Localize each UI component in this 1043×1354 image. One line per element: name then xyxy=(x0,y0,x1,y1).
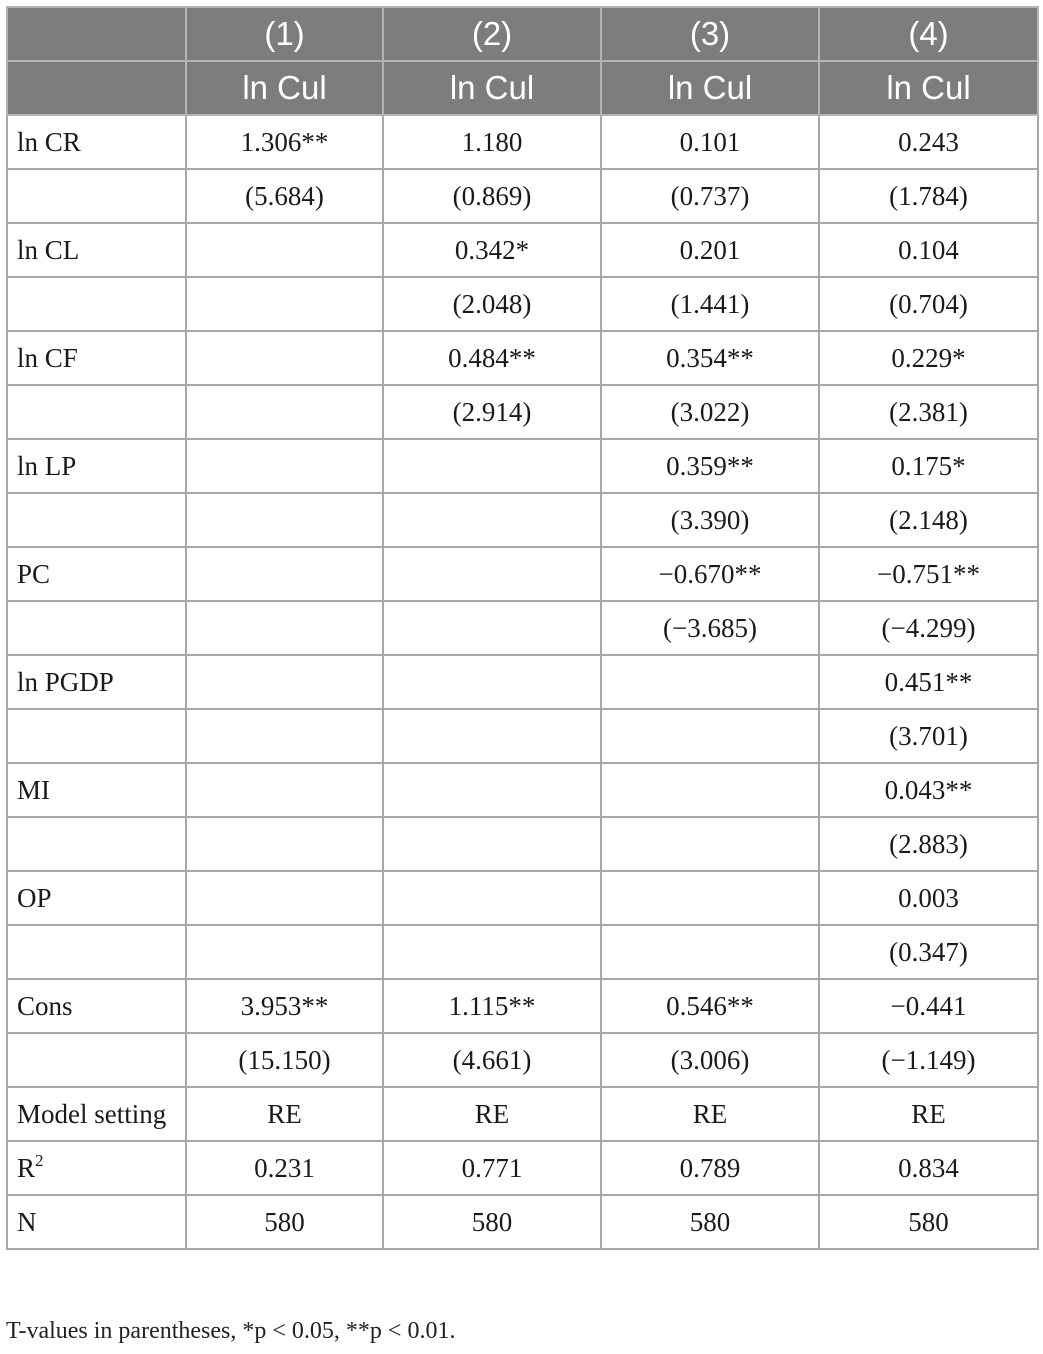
row-label xyxy=(7,547,186,601)
table-cell xyxy=(383,493,601,547)
table-row xyxy=(7,547,1038,601)
table-cell xyxy=(383,601,601,655)
table-cell: −0.751** xyxy=(819,547,1038,601)
table-cell: 0.243 xyxy=(819,115,1038,169)
table-cell: 0.771 xyxy=(383,1141,601,1195)
table-cell xyxy=(601,925,819,979)
table-cell xyxy=(186,925,383,979)
table-cell: RE xyxy=(186,1087,383,1141)
table-cell: 1.180 xyxy=(383,115,601,169)
table-cell xyxy=(186,709,383,763)
row-label xyxy=(7,979,186,1033)
row-label xyxy=(7,385,186,439)
table-cell xyxy=(186,547,383,601)
table-cell: 0.101 xyxy=(601,115,819,169)
table-cell xyxy=(186,439,383,493)
table-row xyxy=(7,817,1038,871)
table-row xyxy=(7,763,1038,817)
table-cell: 0.451** xyxy=(819,655,1038,709)
table-cell xyxy=(601,763,819,817)
row-label-text: ln LP xyxy=(17,450,77,481)
table-cell: (0.737) xyxy=(601,169,819,223)
header-cell xyxy=(7,7,186,61)
table-row xyxy=(7,709,1038,763)
table-cell: 0.231 xyxy=(186,1141,383,1195)
header-cell: ln Cul xyxy=(819,61,1038,115)
regression-results-table xyxy=(6,6,1039,1250)
table-row xyxy=(7,871,1038,925)
table-row xyxy=(7,493,1038,547)
row-label xyxy=(7,439,186,493)
table-cell: (3.701) xyxy=(819,709,1038,763)
table-footnote: T-values in parentheses, *p < 0.05, **p < 0.01. xyxy=(6,1318,456,1344)
table-cell xyxy=(186,331,383,385)
table-cell: (−3.685) xyxy=(601,601,819,655)
table-row xyxy=(7,1087,1038,1141)
table-cell: RE xyxy=(383,1087,601,1141)
table-cell xyxy=(383,439,601,493)
table-cell: (0.869) xyxy=(383,169,601,223)
table-cell: 0.484** xyxy=(383,331,601,385)
table-cell xyxy=(383,871,601,925)
table-cell: 0.201 xyxy=(601,223,819,277)
table-cell: 0.789 xyxy=(601,1141,819,1195)
table-cell: −0.441 xyxy=(819,979,1038,1033)
row-label-text: ln CR xyxy=(17,126,81,157)
table-cell: (0.347) xyxy=(819,925,1038,979)
header-cell xyxy=(7,61,186,115)
table-cell: (1.441) xyxy=(601,277,819,331)
table-cell: (0.704) xyxy=(819,277,1038,331)
table-cell: (5.684) xyxy=(186,169,383,223)
table-cell: 0.229* xyxy=(819,331,1038,385)
table-cell xyxy=(383,655,601,709)
header-cell: (4) xyxy=(819,7,1038,61)
table-cell: −0.670** xyxy=(601,547,819,601)
row-label xyxy=(7,817,186,871)
row-label-superscript: 2 xyxy=(35,1150,44,1170)
row-label-text: OP xyxy=(17,882,52,913)
row-label-text: ln CF xyxy=(17,342,78,373)
row-label xyxy=(7,1195,186,1249)
table-row xyxy=(7,1195,1038,1249)
table-cell: 0.546** xyxy=(601,979,819,1033)
table-cell xyxy=(383,763,601,817)
table-cell: (15.150) xyxy=(186,1033,383,1087)
row-label-text: Model setting xyxy=(17,1098,167,1129)
row-label xyxy=(7,1087,186,1141)
table-cell xyxy=(186,871,383,925)
row-label xyxy=(7,169,186,223)
row-label xyxy=(7,115,186,169)
row-label xyxy=(7,277,186,331)
row-label xyxy=(7,223,186,277)
row-label xyxy=(7,601,186,655)
row-label-text: ln PGDP xyxy=(17,666,114,697)
table-cell: 0.354** xyxy=(601,331,819,385)
header-row-dependent-variable xyxy=(7,61,1038,115)
table-cell xyxy=(186,817,383,871)
table-row xyxy=(7,223,1038,277)
table-cell: 580 xyxy=(819,1195,1038,1249)
table-cell xyxy=(601,709,819,763)
row-label-text: Cons xyxy=(17,990,73,1021)
row-label-text: R xyxy=(17,1152,36,1183)
row-label xyxy=(7,925,186,979)
header-row-model-number xyxy=(7,7,1038,61)
row-label xyxy=(7,331,186,385)
table-row xyxy=(7,1033,1038,1087)
table-cell: 0.359** xyxy=(601,439,819,493)
table-cell: (1.784) xyxy=(819,169,1038,223)
row-label xyxy=(7,709,186,763)
table-row xyxy=(7,169,1038,223)
table-cell: (2.914) xyxy=(383,385,601,439)
header-cell: ln Cul xyxy=(186,61,383,115)
table-cell: RE xyxy=(601,1087,819,1141)
header-cell: ln Cul xyxy=(601,61,819,115)
table-cell xyxy=(186,763,383,817)
table-cell: (−1.149) xyxy=(819,1033,1038,1087)
row-label xyxy=(7,763,186,817)
row-label-text: N xyxy=(17,1206,37,1237)
table-cell: 0.043** xyxy=(819,763,1038,817)
table-cell xyxy=(186,385,383,439)
table-row xyxy=(7,925,1038,979)
table-cell xyxy=(383,547,601,601)
table-header xyxy=(7,7,1038,115)
table-cell: 0.003 xyxy=(819,871,1038,925)
table-cell xyxy=(601,817,819,871)
table-row xyxy=(7,115,1038,169)
table-cell: (4.661) xyxy=(383,1033,601,1087)
table-cell: 0.834 xyxy=(819,1141,1038,1195)
row-label xyxy=(7,493,186,547)
table-cell: 580 xyxy=(186,1195,383,1249)
table-cell xyxy=(186,493,383,547)
table-cell: (2.048) xyxy=(383,277,601,331)
table-cell: (2.883) xyxy=(819,817,1038,871)
row-label xyxy=(7,655,186,709)
row-label-text: MI xyxy=(17,774,50,805)
table-cell xyxy=(186,277,383,331)
table-cell xyxy=(601,871,819,925)
header-cell: (3) xyxy=(601,7,819,61)
table-cell: (3.022) xyxy=(601,385,819,439)
table-cell xyxy=(383,817,601,871)
header-cell: (2) xyxy=(383,7,601,61)
row-label xyxy=(7,871,186,925)
table-cell: (2.381) xyxy=(819,385,1038,439)
header-cell: (1) xyxy=(186,7,383,61)
table-row xyxy=(7,601,1038,655)
table-cell xyxy=(186,601,383,655)
table-cell: (3.006) xyxy=(601,1033,819,1087)
table-row xyxy=(7,655,1038,709)
table-cell: 3.953** xyxy=(186,979,383,1033)
table-row xyxy=(7,979,1038,1033)
table-cell: (2.148) xyxy=(819,493,1038,547)
table-cell: RE xyxy=(819,1087,1038,1141)
table-cell xyxy=(383,925,601,979)
table-row xyxy=(7,439,1038,493)
table-cell: (−4.299) xyxy=(819,601,1038,655)
table-cell xyxy=(383,709,601,763)
table-cell: 0.104 xyxy=(819,223,1038,277)
table-row xyxy=(7,1141,1038,1195)
table-cell xyxy=(601,655,819,709)
header-cell: ln Cul xyxy=(383,61,601,115)
row-label xyxy=(7,1141,186,1195)
row-label-text: PC xyxy=(17,558,51,589)
table-row xyxy=(7,385,1038,439)
table-cell: 1.115** xyxy=(383,979,601,1033)
table-body xyxy=(7,115,1038,1249)
table-cell: 0.342* xyxy=(383,223,601,277)
table-cell xyxy=(186,655,383,709)
table-row xyxy=(7,331,1038,385)
table-cell xyxy=(186,223,383,277)
row-label xyxy=(7,1033,186,1087)
table-cell: 1.306** xyxy=(186,115,383,169)
row-label-text: ln CL xyxy=(17,234,80,265)
table-cell: 0.175* xyxy=(819,439,1038,493)
table-cell: 580 xyxy=(383,1195,601,1249)
table-cell: 580 xyxy=(601,1195,819,1249)
table-row xyxy=(7,277,1038,331)
table-cell: (3.390) xyxy=(601,493,819,547)
